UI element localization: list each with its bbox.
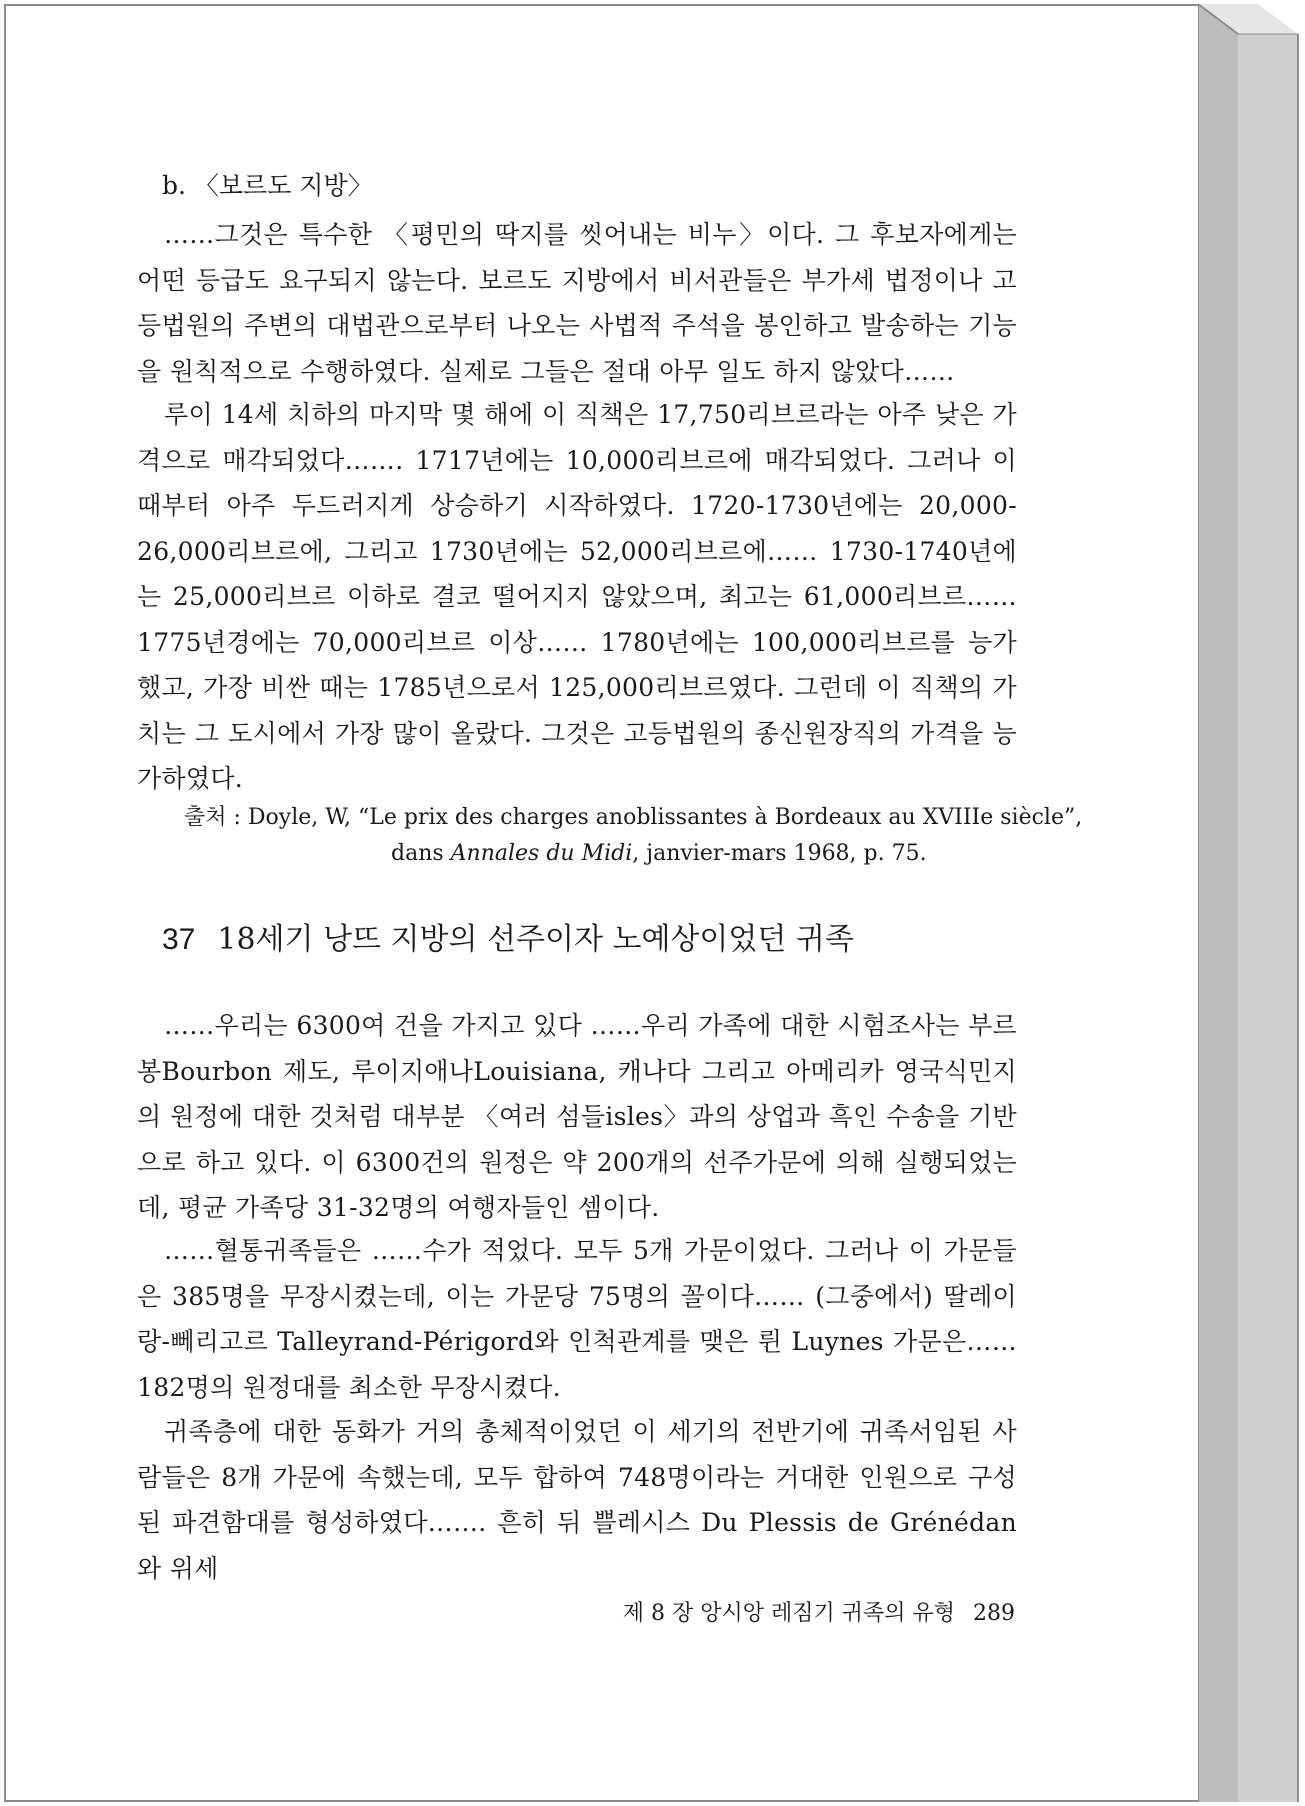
citation-post: , janvier-mars 1968, p. 75. [632, 841, 927, 866]
paragraph-text: ……그것은 특수한 〈평민의 딱지를 씻어내는 비누〉이다. 그 후보자에게는 어떤 등급도 요구되지 않는다. 보르도 지방에서 비서관들은 부가세 법정이나 고등법원의 주변의 대법관으로부터 나오는 사법적 주석을 봉인하고 발송하는 기능을 원칙적으로 수행하였다. 실제로 그들은 절대 아무 일도 하지 않았다…… [137, 220, 1017, 386]
page-number: 289 [973, 1601, 1015, 1626]
paragraph-text: ……우리는 6300여 건을 가지고 있다 ……우리 가족에 대한 시험조사는 부르봉Bourbon 제도, 루이지애나Louisiana, 캐나다 그리고 아메리카 영국식민지의 원정에 대한 것처럼 대부분 〈여러 섬들isles〉과의 상업과 흑인 수송을 기반으로 하고 있다. 이 6300건의 원정은 약 200개의 선주가문에 의해 실행되었는데, 평균 가족당 31-32명의 여행자들인 셈이다. [137, 1011, 1017, 1222]
section-number: 37 [162, 923, 196, 956]
document-paragraph-1 [137, 1003, 1017, 1231]
section-title-text: 18세기 낭뜨 지방의 선주이자 노예상이었던 귀족 [217, 922, 854, 957]
paragraph-text: ……혈통귀족들은 ……수가 적었다. 모두 5개 가문이었다. 그러나 이 가문들은 385명을 무장시켰는데, 이는 가문당 75명의 꼴이다…… (그중에서) 딸레이랑-뻬리고르 Talleyrand-Périgord와 인척관계를 맺은 륀 Luynes 가문은…… 182명의 원정대를 최소한 무장시켰다. [137, 1236, 1017, 1402]
document-paragraph-3 [137, 1409, 1017, 1591]
paragraph-text: 루이 14세 치하의 마지막 몇 해에 이 직책은 17,750리브르라는 아주 낮은 가격으로 매각되었다……. 1717년에는 10,000리브르에 매각되었다. 그러나 이때부터 아주 두드러지게 상승하기 시작하였다. 1720-1730년에는 20,000-26,000리브르에, 그리고 1730년에는 52,000리브르에…… 1730-1740년에는 25,000리브르 이하로 결코 떨어지지 않았으며, 최고는 61,000리브르…… 1775년경에는 70,000리브르 이상…… 1780년에는 100,000리브르를 능가했고, 가장 비싼 때는 1785년으로서 125,000리브르였다. 그런데 이 직책의 가치는 그 도시에서 가장 많이 올랐다. 그것은 고등법원의 종신원장직의 가격을 능가하였다. [137, 400, 1017, 793]
citation-line-1: 출처 : Doyle, W, “Le prix des charges anoblissantes à Bordeaux au XVIIIe siècle”, [184, 805, 1083, 830]
document-paragraph-2 [137, 1228, 1017, 1410]
page-footer [623, 1597, 1015, 1631]
journal-title: Annales du Midi [450, 841, 633, 866]
section-heading [162, 920, 854, 960]
citation-line-2 [137, 836, 1017, 872]
excerpt-paragraph-2 [137, 392, 1017, 802]
chapter-running-title: 제 8 장 앙시앙 레짐기 귀족의 유형 [622, 1601, 955, 1626]
excerpt-paragraph-1 [137, 212, 1017, 394]
citation-pre: dans [391, 841, 451, 866]
source-citation [137, 800, 1083, 872]
paragraph-text: 귀족층에 대한 동화가 거의 총체적이었던 이 세기의 전반기에 귀족서임된 사람들은 8개 가문에 속했는데, 모두 합하여 748명이라는 거대한 인원으로 구성된 파견함대를 형성하였다……. 흔히 뒤 쁠레시스 Du Plessis de Grénédan와 위세 [137, 1417, 1017, 1583]
subheading: b. 〈보르도 지방〉 [162, 171, 373, 200]
page-edge-shadow [1198, 4, 1302, 1802]
